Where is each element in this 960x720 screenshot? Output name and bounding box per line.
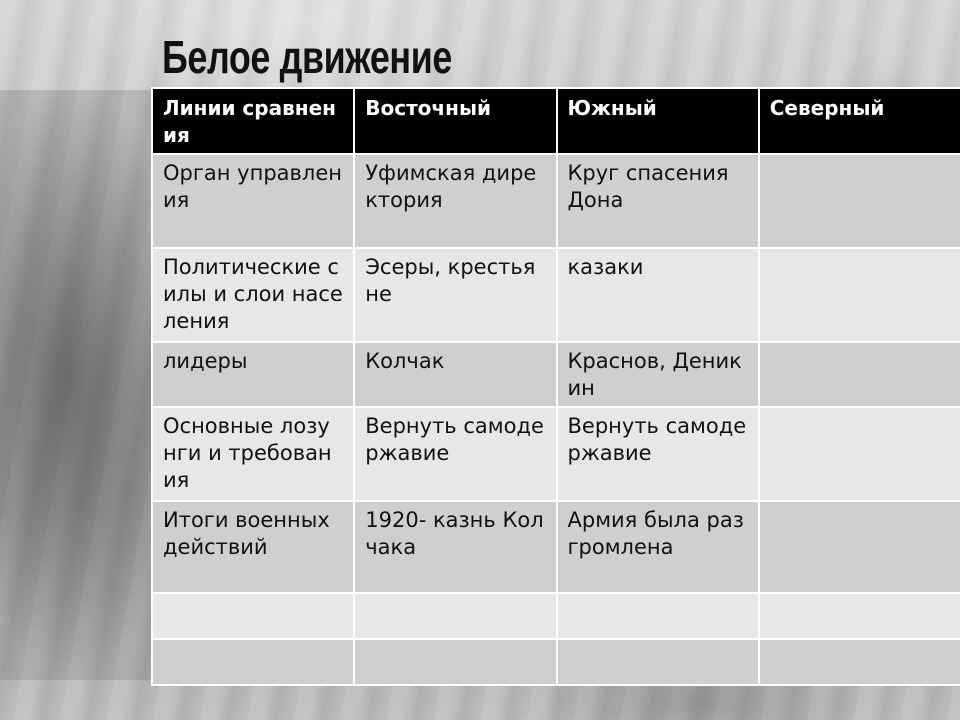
table-cell: Основные лозунги и требования: [152, 407, 354, 501]
table-cell: Политические силы и слои населения: [152, 248, 354, 342]
table-cell: Колчак: [354, 342, 556, 407]
comparison-table: [151, 87, 960, 686]
table-row: [152, 639, 960, 685]
table-cell: 1920- казнь Колчака: [354, 501, 556, 593]
table-cell: [557, 639, 759, 685]
table-cell: Итоги военных действий: [152, 501, 354, 593]
table-cell: лидеры: [152, 342, 354, 407]
table-cell: [759, 248, 960, 342]
table-cell: Эсеры, крестьяне: [354, 248, 556, 342]
table-row: [152, 342, 960, 407]
slide-title: Белое движение: [162, 31, 452, 83]
table-row: [152, 154, 960, 248]
table-cell: [759, 342, 960, 407]
table-cell: [759, 501, 960, 593]
table-cell: казаки: [557, 248, 759, 342]
table-row: [152, 248, 960, 342]
header-northern: Северный: [759, 88, 960, 154]
header-southern: Южный: [557, 88, 759, 154]
table-cell: [354, 593, 556, 639]
table-row: [152, 593, 960, 639]
table-cell: [557, 593, 759, 639]
background-highlight: [0, 0, 960, 90]
header-eastern: Восточный: [354, 88, 556, 154]
table-cell: Армия была разгромлена: [557, 501, 759, 593]
table-cell: Круг спасения Дона: [557, 154, 759, 248]
table-cell: [759, 639, 960, 685]
table-header-row: [152, 88, 960, 154]
table-cell: Орган управления: [152, 154, 354, 248]
table-cell: Вернуть самодержавие: [557, 407, 759, 501]
table-row: [152, 407, 960, 501]
table-cell: [759, 407, 960, 501]
table-cell: Вернуть самодержавие: [354, 407, 556, 501]
table-cell: [152, 593, 354, 639]
table-cell: Краснов, Деникин: [557, 342, 759, 407]
table-cell: [354, 639, 556, 685]
table-cell: [759, 593, 960, 639]
table-cell: [152, 639, 354, 685]
header-comparison-lines: Линии сравнения: [152, 88, 354, 154]
table-cell: [759, 154, 960, 248]
table-row: [152, 501, 960, 593]
table-cell: Уфимская директория: [354, 154, 556, 248]
